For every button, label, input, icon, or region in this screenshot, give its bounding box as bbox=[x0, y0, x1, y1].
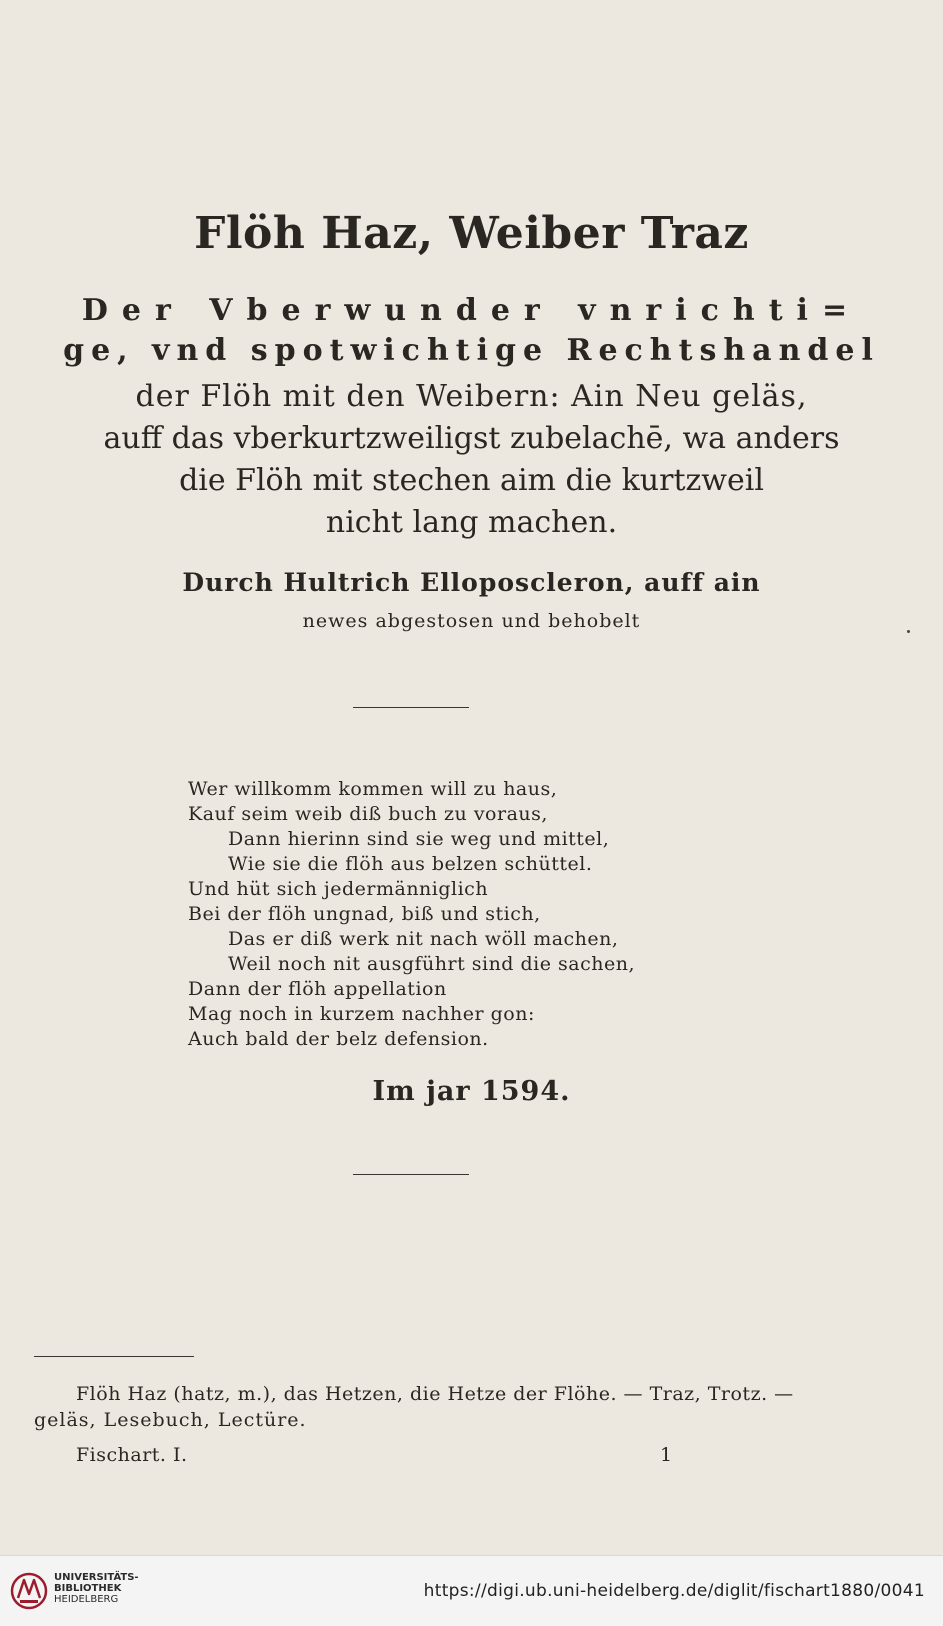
poem-line: Wie sie die flöh aus belzen schüttel. bbox=[228, 853, 593, 875]
footnote-line-2: geläs, Lesebuch, Lectüre. bbox=[34, 1409, 307, 1431]
subtitle-line-5: die Flöh mit stechen aim die kurtzweil bbox=[179, 463, 764, 498]
subtitle-line-6: nicht lang machen. bbox=[325, 505, 618, 540]
publication-year: Im jar 1594. bbox=[372, 1076, 571, 1107]
poem-line: Das er diß werk nit nach wöll machen, bbox=[228, 928, 619, 950]
poem-line: Dann hierinn sind sie weg und mittel, bbox=[228, 828, 610, 850]
institution-name-line-3: HEIDELBERG bbox=[54, 1594, 119, 1605]
subtitle-line-4: auff das vberkurtzweiligst zubelachē, wa anders bbox=[103, 421, 840, 456]
library-seal-icon bbox=[10, 1570, 48, 1612]
poem-line: Bei der flöh ungnad, biß und stich, bbox=[188, 903, 541, 925]
page-number: 1 bbox=[660, 1444, 673, 1466]
permalink-url[interactable]: https://digi.ub.uni-heidelberg.de/diglit/fischart1880/0041 bbox=[423, 1581, 925, 1601]
institution-name-line-2: BIBLIOTHEK bbox=[54, 1583, 122, 1594]
institution-name-line-1: UNIVERSITÄTS- bbox=[54, 1572, 139, 1583]
author-line: Durch Hultrich Elloposcleron, auff ain bbox=[182, 568, 761, 597]
subtitle-line-2: ge, vnd spotwichtige Rechtshandel bbox=[63, 333, 880, 368]
poem-line: Auch bald der belz defension. bbox=[188, 1028, 489, 1050]
page-title: Flöh Haz, Weiber Traz bbox=[194, 208, 749, 259]
divider-rule-top bbox=[353, 707, 469, 708]
subtitle-line-3: der Flöh mit den Weibern: Ain Neu geläs, bbox=[135, 379, 808, 414]
poem-line: Wer willkomm kommen will zu haus, bbox=[188, 778, 558, 800]
subtitle-line-1: Der Vberwunder vnrichti= bbox=[81, 293, 862, 328]
poem-line: Mag noch in kurzem nachher gon: bbox=[188, 1003, 535, 1025]
footnote-rule bbox=[34, 1356, 194, 1357]
page-speck bbox=[907, 630, 910, 633]
poem-line: Und hüt sich jedermänniglich bbox=[188, 878, 489, 900]
signature-mark: Fischart. I. bbox=[76, 1444, 188, 1466]
author-subline: newes abgestosen und behobelt bbox=[302, 610, 641, 632]
poem-line: Weil noch nit ausgführt sind die sachen, bbox=[228, 953, 636, 975]
poem-line: Kauf seim weib diß buch zu voraus, bbox=[188, 803, 548, 825]
footnote-line-1: Flöh Haz (hatz, m.), das Hetzen, die Hetze der Flöhe. — Traz, Trotz. — bbox=[76, 1383, 794, 1405]
poem-line: Dann der flöh appellation bbox=[188, 978, 447, 1000]
divider-rule-bottom bbox=[353, 1174, 469, 1175]
